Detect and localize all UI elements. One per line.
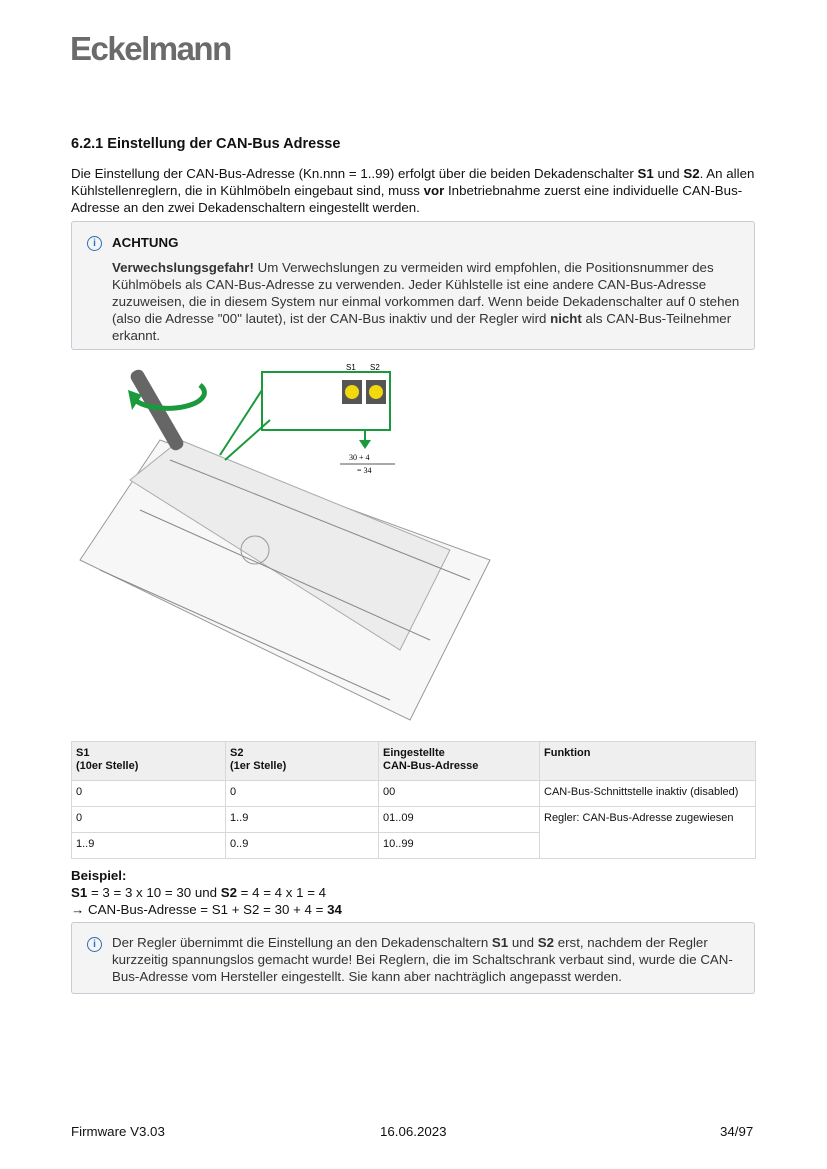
- result-label: = 34: [357, 466, 372, 475]
- warning-box: [71, 221, 755, 350]
- info-icon: i: [87, 937, 102, 952]
- intro-paragraph: Die Einstellung der CAN-Bus-Adresse (Kn.nnn = 1..99) erfolgt über die beiden Dekadenschalter S1 und S2. An allen Kühlstellenreglern, die in Kühlmöbeln eingebaut sind, muss vor Inbetriebnahme zuerst eine individuelle CAN-Bus-Adresse an den zwei Dekadenschaltern eingestellt werden.: [71, 166, 755, 215]
- note-box: [71, 922, 755, 994]
- table-row: 0 0 00 CAN-Bus-Schnittstelle inaktiv (disabled): [72, 781, 756, 807]
- warning-text: Verwechslungsgefahr! Um Verwechslungen zu vermeiden wird empfohlen, die Positionsnummer des Kühlmöbels als CAN-Bus-Adresse zu verwenden. Jeder Kühlstelle ist eine andere CAN-Bus-Adresse zuzuweisen, die in diesem System nur einmal vorkommen darf. Wenn beide Dekadenschalter auf 0 stehen (also die Adresse "00" lautet), ist der CAN-Bus inaktiv und der Regler wird nicht als CAN-Bus-Teilnehmer erkannt.: [112, 260, 740, 343]
- controller-illustration: [70, 360, 500, 730]
- footer-date: 16.06.2023: [380, 1124, 447, 1139]
- warning-title: ACHTUNG: [112, 235, 179, 250]
- logo: Eckelmann: [70, 30, 231, 67]
- section-heading: 6.2.1 Einstellung der CAN-Bus Adresse: [71, 136, 341, 152]
- address-table: [71, 741, 756, 859]
- label-s1: S1: [346, 363, 356, 372]
- table-row: 0 1..9 01..09 Regler: CAN-Bus-Adresse zugewiesen: [72, 807, 756, 833]
- sum-label: 30 + 4: [349, 453, 370, 462]
- note-text: Der Regler übernimmt die Einstellung an den Dekadenschaltern S1 und S2 erst, nachdem der Regler kurzzeitig spannungslos gemacht wurde! Bei Reglern, die im Schaltschrank verbaut sind, wurde die CAN-Bus-Adresse vom Hersteller eingestellt. Sie kann aber nachträglich angepasst werden.: [112, 935, 733, 984]
- info-icon: i: [87, 236, 102, 251]
- footer-page: 34/97: [720, 1124, 754, 1139]
- table-row: 1..9 0..9 10..99: [72, 833, 756, 859]
- label-s2: S2: [370, 363, 380, 372]
- example-block: Beispiel: S1 = 3 = 3 x 10 = 30 und S2 = 4 = 4 x 1 = 4 → CAN-Bus-Adresse = S1 + S2 = 30 + 4 = 34: [71, 868, 342, 917]
- table-header-row: S1 (10er Stelle) S2 (1er Stelle) Eingestellte CAN-Bus-Adresse Funktion: [72, 742, 756, 781]
- footer-version: Firmware V3.03: [71, 1124, 165, 1139]
